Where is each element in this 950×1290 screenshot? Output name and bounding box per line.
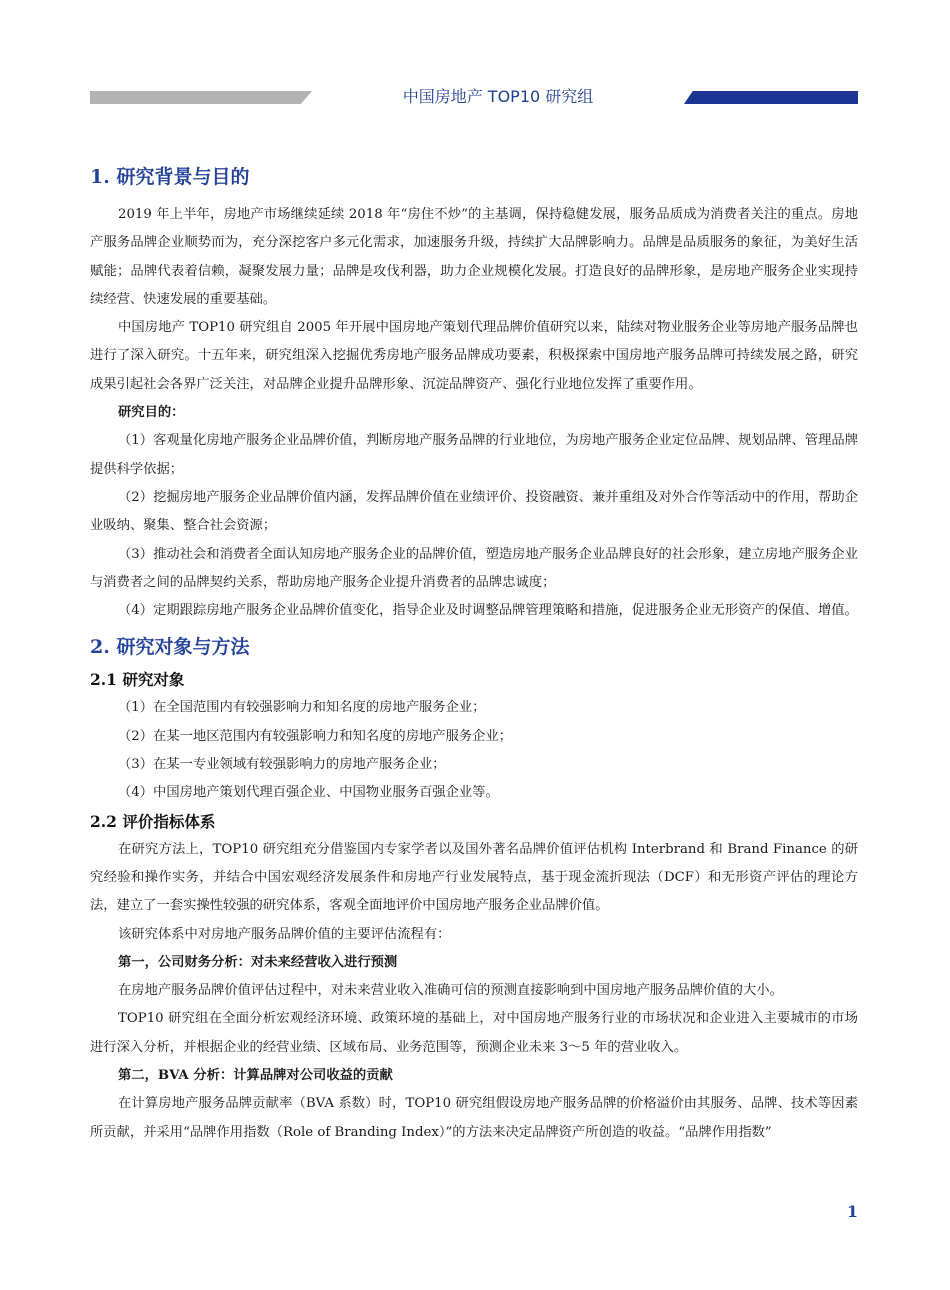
flow-intro: 该研究体系中对房地产服务品牌价值的主要评估流程有： [118, 926, 451, 942]
subsection-2-2-heading: 2.2 评价指标体系 [90, 811, 216, 831]
research-object-item: （3）在某一专业领域有较强影响力的房地产服务企业； [118, 757, 446, 773]
goals-label: 研究目的： [118, 405, 185, 421]
section-1-paragraph: 2019 年上半年，房地产市场继续延续 2018 年“房住不炒”的主基调，保持稳健发展，服务品质成为消费者关注的重点。房地产服务品牌企业顺势而为，充分深挖客户多元化需求，加速服务升级，持续扩大品牌影响力。品牌是品质服务的象征，为美好生活赋能；品牌代表着信赖，凝聚发展力量；品牌是攻伐利器，助力企业规模化发展。打造良好的品牌形象，是房地产服务企业实现持续经营、快速发展的重要基础。 [90, 207, 858, 307]
research-object-item: （2）在某一地区范围内有较强影响力和知名度的房地产服务企业； [118, 728, 513, 744]
step-1-paragraph: 在房地产服务品牌价值评估过程中，对未来营业收入准确可信的预测直接影响到中国房地产服务品牌价值的大小。 [118, 983, 783, 999]
step-2-paragraph: 在计算房地产服务品牌贡献率（BVA 系数）时，TOP10 研究组假设房地产服务品牌的价格溢价由其服务、品牌、技术等因素所贡献，并采用“品牌作用指数（Role of Branding Index）”的方法来决定品牌资产所创造的收益。“品牌作用指数” [90, 1096, 858, 1140]
page-number: 1 [846, 1202, 858, 1221]
document-body [90, 162, 858, 1147]
step-1-paragraph: TOP10 研究组在全面分析宏观经济环境、政策环境的基础上，对中国房地产服务行业的市场状况和企业进入主要城市的市场进行深入分析，并根据企业的经营业绩、区域布局、业务范围等，预测企业未来 3～5 年的营业收入。 [90, 1011, 858, 1055]
subsection-2-1-heading: 2.1 研究对象 [90, 670, 185, 690]
goal-item: （4）定期跟踪房地产服务企业品牌价值变化，指导企业及时调整品牌管理策略和措施，促进服务企业无形资产的保值、增值。 [118, 603, 858, 619]
header-gray-bar [90, 91, 312, 104]
goal-item: （2）挖掘房地产服务企业品牌价值内涵，发挥品牌价值在业绩评价、投资融资、兼并重组及对外合作等活动中的作用，帮助企业吸纳、聚集、整合社会资源； [90, 489, 858, 534]
research-object-item: （4）中国房地产策划代理百强企业、中国物业服务百强企业等。 [118, 785, 499, 801]
method-intro-paragraph: 在研究方法上，TOP10 研究组充分借鉴国内专家学者以及国外著名品牌价值评估机构 Interbrand 和 Brand Finance 的研究经验和操作实务，并结合中国宏观经济发展条件和房地产行业发展特点，基于现金流折现法（DCF）和无形资产评估的理论方法，建立了一套实操性较强的研究体系，客观全面地评价中国房地产服务企业品牌价值。 [90, 841, 858, 914]
goal-item: （1）客观量化房地产服务企业品牌价值，判断房地产服务品牌的行业地位，为房地产服务企业定位品牌、规划品牌、管理品牌提供科学依据； [90, 433, 858, 477]
header-blue-bar [684, 91, 858, 104]
section-1-paragraph: 中国房地产 TOP10 研究组自 2005 年开展中国房地产策划代理品牌价值研究以来，陆续对物业服务企业等房地产服务品牌也进行了深入研究。十五年来，研究组深入挖掘优秀房地产服务品牌成功要素，积极探索中国房地产服务品牌可持续发展之路，研究成果引起社会各界广泛关注，对品牌企业提升品牌形象、沉淀品牌资产、强化行业地位发挥了重要作用。 [90, 320, 858, 392]
goal-item: （3）推动社会和消费者全面认知房地产服务企业的品牌价值，塑造房地产服务企业品牌良好的社会形象，建立房地产服务企业与消费者之间的品牌契约关系，帮助房地产服务企业提升消费者的品牌忠诚度； [90, 546, 858, 590]
section-2-heading: 2. 研究对象与方法 [90, 636, 250, 659]
step-2-label: 第二，BVA 分析：计算品牌对公司收益的贡献 [118, 1068, 393, 1084]
section-1-heading: 1. 研究背景与目的 [90, 166, 250, 188]
section-1 [90, 162, 858, 192]
research-object-item: （1）在全国范围内有较强影响力和知名度的房地产服务企业； [118, 700, 486, 716]
step-1-label: 第一，公司财务分析：对未来经营收入进行预测 [118, 954, 398, 970]
header-title: 中国房地产 TOP10 研究组 [402, 87, 594, 106]
